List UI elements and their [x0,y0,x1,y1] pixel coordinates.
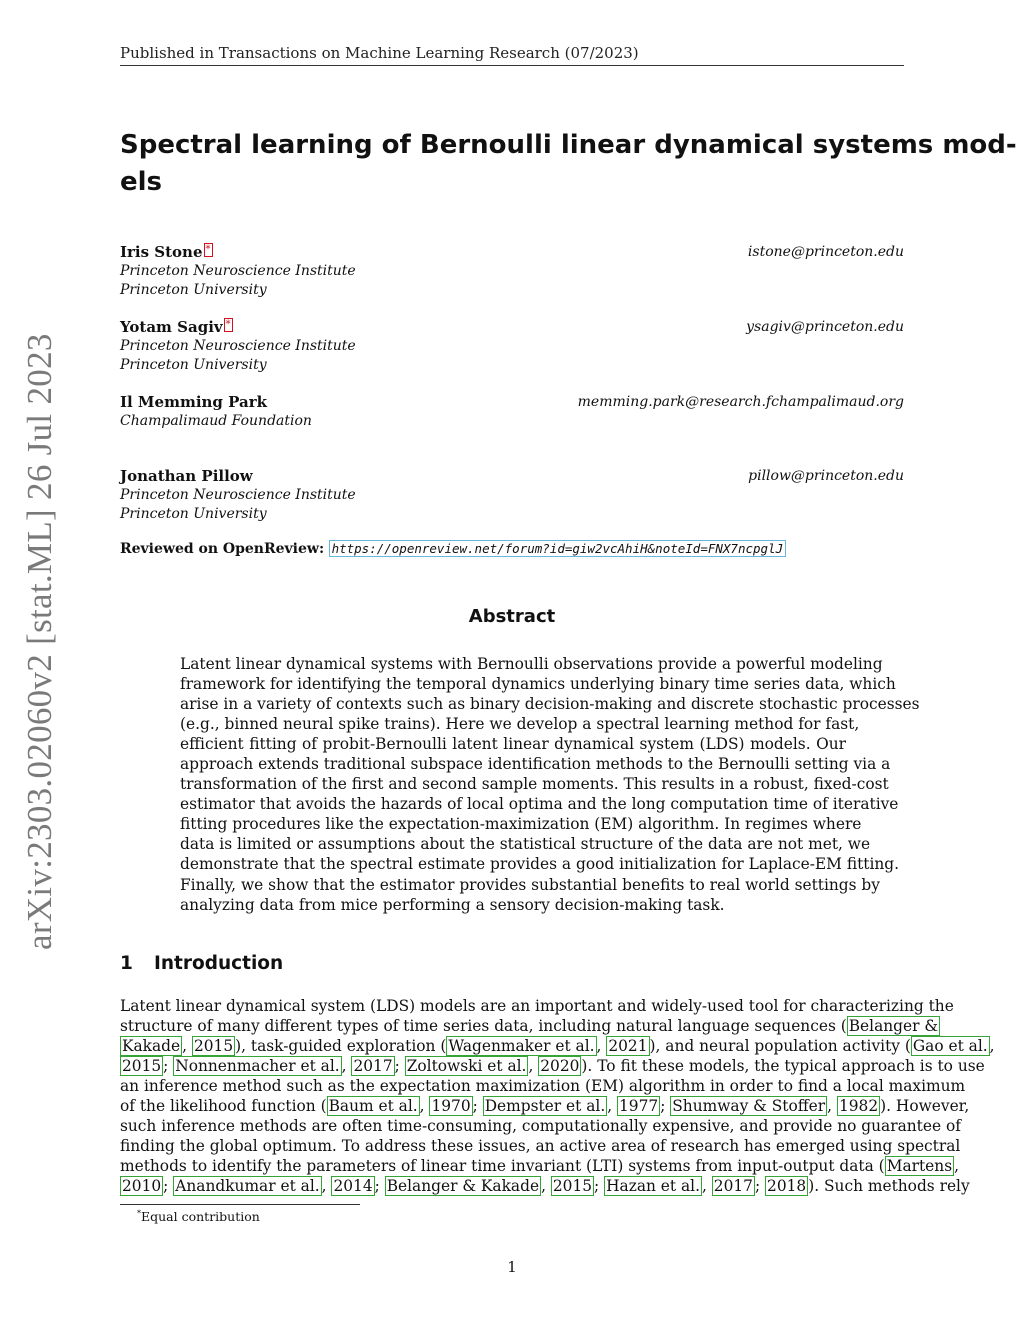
author-affiliation: Princeton University [120,505,267,522]
citation-link[interactable]: Anandkumar et al. [175,1177,320,1196]
body-line: an inference method such as the expectation maximization (EM) algorithm in order to find a local maximum [120,1077,966,1096]
author-name: Il Memming Park [120,393,268,411]
citation-link[interactable]: Shumway & Stoffer [672,1097,826,1116]
abstract-line: arise in a variety of contexts such as binary decision-making and discrete stochastic processes [180,695,920,714]
author-email[interactable]: ysagiv@princeton.edu [746,319,904,335]
body-line: 2010 ; Anandkumar et al. , 2014 ; Belanger & Kakade , 2015 ; Hazan et al. , 2017 ; 2018 ). Such methods rely [122,1177,970,1196]
citation-link[interactable]: 2014 [333,1177,373,1196]
citation-link[interactable]: 1977 [619,1097,659,1116]
citation-link[interactable]: 2020 [540,1057,580,1076]
author-name: Iris Stone [120,243,203,261]
author-block [120,318,904,374]
review-label: Reviewed on OpenReview: [120,541,325,557]
body-line: of the likelihood function ( Baum et al. , 1970 ; Dempster et al. , 1977 ; Shumway & Stoffer , 1982 ). However, [120,1097,970,1116]
footnote [137,1209,260,1224]
author-affiliation: Champalimaud Foundation [120,413,312,429]
abstract-line: analyzing data from mice performing a sensory decision-making task. [180,895,725,914]
author-name: Jonathan Pillow [120,467,253,485]
abstract-line: data is limited or assumptions about the statistical structure of the data are not met, we [180,835,871,854]
citation-link[interactable]: Wagenmaker et al. [448,1037,595,1056]
footnote-rule [120,1204,360,1205]
citation-link[interactable]: Gao et al. [912,1037,988,1056]
section-heading [120,953,283,974]
header-rule [120,65,904,66]
citation-link[interactable]: 2017 [353,1057,393,1076]
citation-link[interactable]: Belanger & Kakade [386,1177,540,1196]
arxiv-stamp[interactable]: arXiv:2303.02060v2 [stat.ML] 26 Jul 2023 [20,333,59,950]
body-line: methods to identify the parameters of linear time invariant (LTI) systems from input-output data ( Martens , [120,1157,960,1176]
author-affiliation: Princeton University [120,281,267,298]
citation-link[interactable]: 2021 [608,1037,648,1056]
page-number: 1 [507,1258,517,1276]
abstract-line: efficient fitting of probit-Bernoulli latent linear dynamical system (LDS) models. Our [180,735,846,754]
citation-link[interactable]: 2015 [193,1037,234,1056]
author-block [120,393,904,431]
intro-body [120,996,995,1196]
author-email[interactable]: memming.park@research.fchampalimaud.org [577,394,904,410]
citation-link[interactable]: Baum et al. [328,1097,418,1116]
abstract-line: demonstrate that the spectral estimate provides a good initialization for Laplace-EM fitting. [180,855,900,874]
citation-link[interactable]: Zoltowski et al. [406,1057,527,1076]
openreview-link[interactable]: https://openreview.net/forum?id=giw2vcAhiH&noteId=FNX7ncpglJ [329,540,787,557]
citation-link[interactable]: 2010 [122,1177,162,1196]
author-affiliation: Princeton University [120,356,267,373]
author-email[interactable]: istone@princeton.edu [747,244,904,260]
paper-title [120,127,1017,201]
abstract-line: transformation of the first and second sample moments. This results in a robust, fixed-cost [180,775,889,794]
abstract-line: Latent linear dynamical systems with Bernoulli observations provide a powerful modeling [180,655,883,673]
citation-link[interactable]: Dempster et al. [484,1097,606,1116]
citation-link[interactable]: Hazan et al. [606,1177,700,1196]
footnote-mark: * [137,1209,141,1218]
citation-link[interactable]: Kakade [122,1037,181,1056]
body-line: 2015 ; Nonnenmacher et al. , 2017 ; Zoltowski et al. , 2020 ). To fit these models, the typical approach is to use [122,1057,985,1076]
citation-link[interactable]: Belanger & [848,1017,939,1036]
abstract-line: (e.g., binned neural spike trains). Here we develop a spectral learning method for fast, [180,715,860,734]
citation-link[interactable]: Nonnenmacher et al. [175,1057,340,1076]
abstract-line: framework for identifying the temporal dynamics underlying binary time series data, which [180,675,896,694]
footnote-link[interactable]: * [225,319,231,330]
author-block [120,467,904,523]
abstract-line: fitting procedures like the expectation-maximization (EM) algorithm. In regimes where [180,815,862,834]
section-number: 1 [120,953,133,974]
body-line: finding the global optimum. To address these issues, an active area of research has emerged using spectral [120,1137,961,1156]
body-line: structure of many different types of time series data, including natural language sequences ( Belanger & [120,1017,939,1036]
title-line-2: els [120,167,163,197]
author-affiliation: Princeton Neuroscience Institute [120,338,356,354]
author-block [120,243,904,299]
abstract-heading: Abstract [468,606,556,627]
abstract-line: Finally, we show that the estimator provides substantial benefits to real world settings by [180,875,880,894]
citation-link[interactable]: Martens [886,1157,953,1176]
citation-link[interactable]: 2015 [552,1177,593,1196]
author-name: Yotam Sagiv [120,318,223,336]
body-line: Latent linear dynamical system (LDS) models are an important and widely-used tool for characterizing the [120,997,954,1015]
abstract-line: approach extends traditional subspace identification methods to the Bernoulli setting via a [180,755,891,774]
citation-link[interactable]: 2018 [767,1177,807,1196]
abstract-line: estimator that avoids the hazards of local optima and the long computation time of iterative [180,795,899,814]
running-head: Published in Transactions on Machine Learning Research (07/2023) [120,44,639,62]
author-email[interactable]: pillow@princeton.edu [748,468,904,484]
footnote-text: Equal contribution [141,1209,260,1225]
citation-link[interactable]: 2017 [713,1177,753,1196]
author-affiliation: Princeton Neuroscience Institute [120,487,356,503]
abstract-body [180,654,920,915]
citation-link[interactable]: 1970 [431,1097,471,1116]
citation-link[interactable]: 2015 [122,1057,162,1076]
section-title: Introduction [154,953,284,974]
footnote-link[interactable]: * [205,244,211,255]
title-line-1: Spectral learning of Bernoulli linear dynamical systems mod- [120,130,1017,160]
author-affiliation: Princeton Neuroscience Institute [120,263,356,279]
citation-link[interactable]: 1982 [838,1097,879,1116]
review-line [120,541,786,557]
body-line: Kakade , 2015 ), task-guided exploration ( Wagenmaker et al. , 2021 ), and neural population activity ( Gao et al. , [122,1037,995,1056]
body-line: such inference methods are often time-consuming, computationally expensive, and provide no guarantee of [120,1117,961,1136]
